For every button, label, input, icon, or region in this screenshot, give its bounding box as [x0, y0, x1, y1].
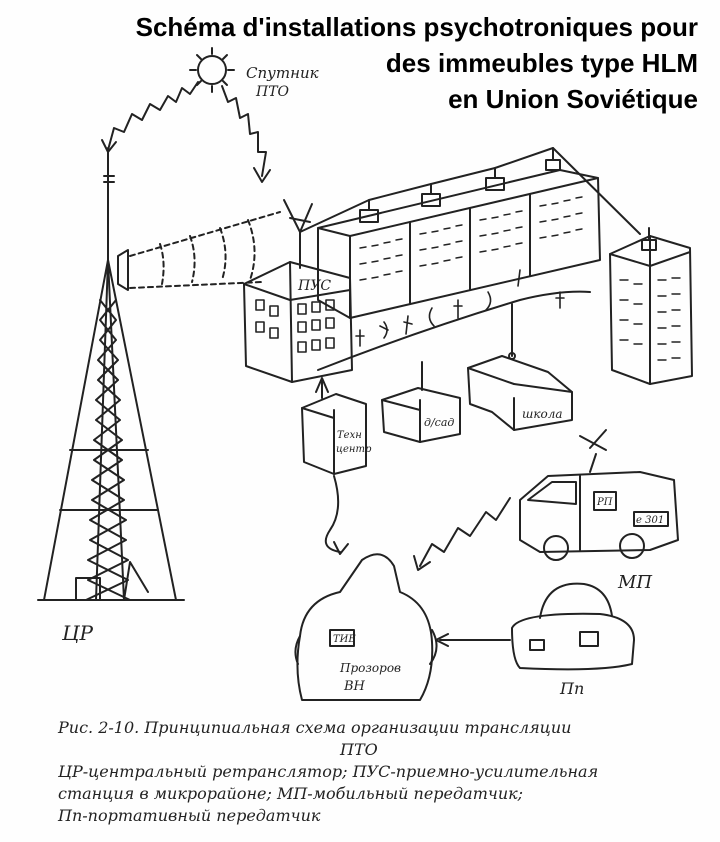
wiring-line: [318, 292, 590, 370]
apartment-tower: [610, 228, 692, 384]
caption-line-5: Пп-портативный передатчик: [58, 806, 321, 825]
caption-line-2: ПТО: [340, 740, 378, 759]
kindergarten-label: д/сад: [424, 416, 455, 429]
caption-line-4: станция в микрорайоне; МП-мобильный передатчик;: [58, 784, 524, 803]
title-line-3: en Union Soviétique: [448, 84, 698, 114]
mobile-van: [520, 430, 678, 560]
wire-to-person: [326, 476, 340, 552]
techcenter-label-2: центр: [336, 444, 372, 455]
title-line-1: Schéma d'installations psychotroniques pour: [135, 12, 698, 42]
school-label: школа: [522, 407, 563, 421]
portable-bag: [512, 584, 634, 670]
bag-label: Пп: [560, 679, 585, 698]
tower-label: ЦР: [62, 621, 93, 645]
residents-figures: [356, 270, 564, 346]
caption-line-1: Рис. 2-10. Принципиальная схема организации трансляции: [58, 718, 572, 737]
person-name-label-2: ВН: [344, 679, 365, 694]
caption-line-3: ЦР-центральный ретранслятор; ПУС-приемно-усилительная: [58, 762, 599, 781]
van-label: МП: [618, 572, 653, 593]
signal-van-to-person: [420, 498, 510, 566]
person-figure: [295, 554, 436, 700]
techcenter-label-1: Техн: [337, 430, 362, 441]
title-line-2: des immeubles type HLM: [385, 48, 698, 78]
person-name-label-1: Прозоров: [340, 661, 402, 675]
tech-center-building: [302, 378, 366, 474]
satellite-label-1: Спутник: [246, 64, 319, 82]
satellite-label-2: ПТО: [256, 84, 290, 100]
radio-tower: [38, 148, 184, 600]
van-box-label: РП: [597, 497, 613, 508]
person-badge-label: ТИБ: [333, 634, 356, 645]
pus-label: ПУС: [298, 278, 332, 294]
signal-satellite-to-tower: [108, 82, 198, 150]
kindergarten-building: [382, 362, 460, 442]
van-plate-label: е 301: [636, 515, 665, 526]
